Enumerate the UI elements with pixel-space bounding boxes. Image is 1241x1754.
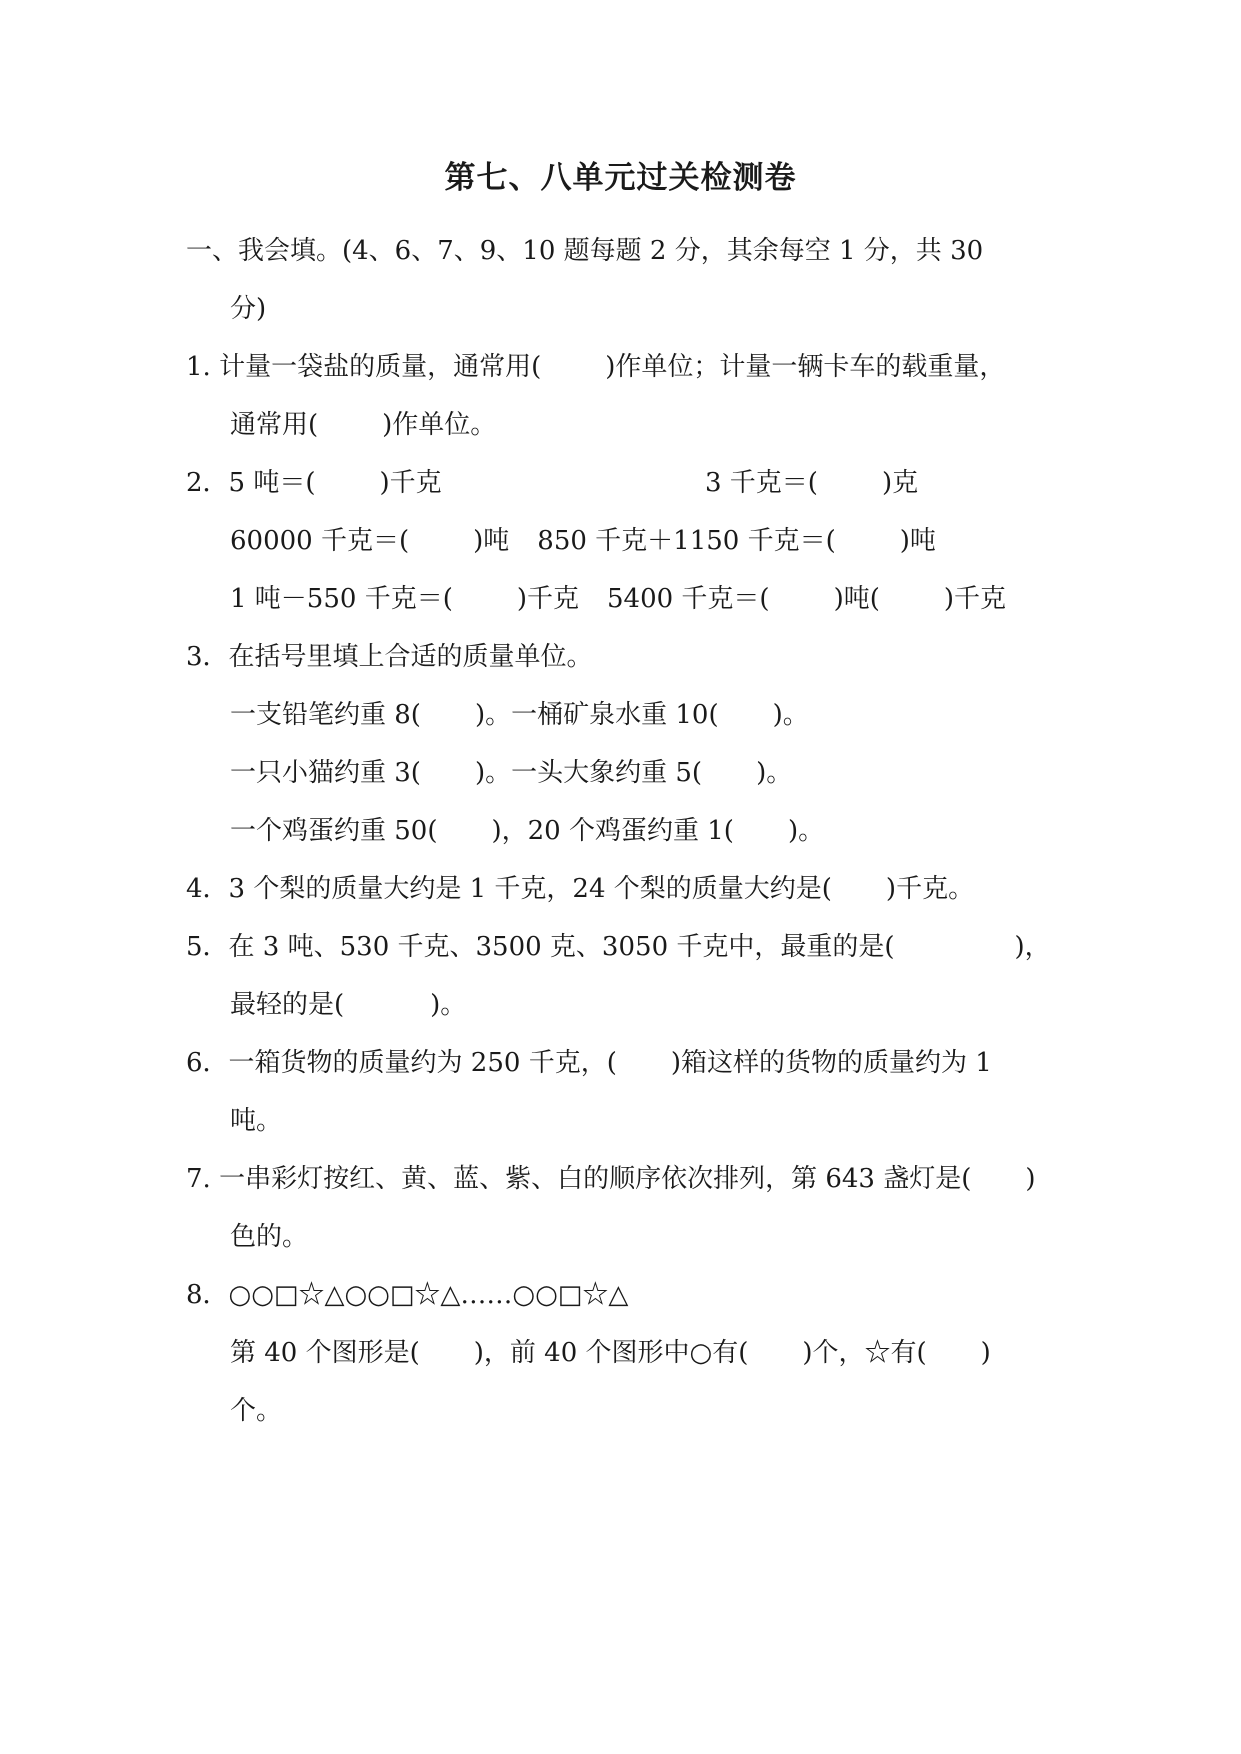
question-8-line-1 [230, 1336, 991, 1370]
section-heading-cont [230, 292, 266, 326]
q1-text-d: )作单位。 [382, 410, 497, 440]
q2-text: )吨 [899, 526, 936, 556]
q6-text-a: 6．一箱货物的质量约为 250 千克，( [186, 1048, 617, 1078]
q2-text: )千克 [516, 584, 579, 614]
question-2-row-1-left [186, 466, 442, 500]
q1-text-a: 1. 计量一袋盐的质量，通常用( [186, 352, 542, 382]
q4-text-b: )千克。 [885, 874, 975, 904]
question-1 [186, 350, 1005, 384]
q3-text: )，20 个鸡蛋约重 1( [491, 816, 734, 846]
q6-text-b: )箱这样的货物的质量约为 1 [670, 1048, 992, 1078]
question-5 [186, 930, 1051, 964]
q4-text-a: 4．3 个梨的质量大约是 1 千克，24 个梨的质量大约是( [186, 874, 832, 904]
question-8-sequence [186, 1278, 628, 1312]
q2-text: )吨( [833, 584, 880, 614]
q3-text: 一个鸡蛋约重 50( [230, 816, 438, 846]
q2-text: 60000 千克＝( [230, 526, 410, 556]
question-5-cont [230, 988, 466, 1022]
question-3-line-1 [230, 698, 809, 732]
section-heading-line1: 一、我会填。(4、6、7、9、10 题每题 2 分，其余每空 1 分，共 30 [186, 236, 984, 266]
q8-text: )个，☆有( [802, 1338, 927, 1368]
question-3-line-3 [230, 814, 824, 848]
q2-text: 1 吨－550 千克＝( [230, 584, 453, 614]
q2-text: )千克 [943, 584, 1007, 614]
question-8-line-2 [230, 1394, 282, 1428]
page-title: 第七、八单元过关检测卷 [444, 160, 797, 196]
q5-text-d: )。 [430, 990, 467, 1020]
q8-text: 第 40 个图形是( [230, 1338, 420, 1368]
q7-text-a: 7. 一串彩灯按红、黄、蓝、紫、白的顺序依次排列，第 643 盏灯是( [186, 1164, 972, 1194]
question-4 [186, 872, 974, 906]
q3-text: )。 [787, 816, 825, 846]
q1-text-c: 通常用( [230, 410, 319, 440]
q5-text-a: 5．在 3 吨、530 千克、3500 克、3050 千克中，最重的是( [186, 932, 895, 962]
section-heading-line2: 分) [230, 294, 267, 324]
q3-text: )。一头大象约重 5( [474, 758, 703, 788]
question-3-head [186, 640, 593, 674]
q3-text: )。一桶矿泉水重 10( [474, 700, 719, 730]
section-heading [186, 234, 983, 268]
q3-text: 一支铅笔约重 8( [230, 700, 421, 730]
question-6-cont [230, 1104, 282, 1138]
question-1-cont [230, 408, 496, 442]
question-7 [186, 1162, 1036, 1196]
q8-text: 个。 [230, 1396, 283, 1426]
q3-text: )。 [756, 758, 793, 788]
q2-text: 850 千克＋1150 千克＝( [537, 526, 836, 556]
q6-text-c: 吨。 [230, 1106, 283, 1136]
q5-text-b: )， [1014, 932, 1051, 962]
question-6 [186, 1046, 992, 1080]
question-2-row-3 [230, 582, 1006, 616]
question-2-row-2 [230, 524, 936, 558]
q2-text: )吨 [473, 526, 510, 556]
q2-text: 2．5 吨＝( [186, 468, 316, 498]
q3-text: )。 [772, 700, 809, 730]
q8-sequence: 8．○○□☆△○○□☆△……○○□☆△ [186, 1280, 629, 1310]
q3-head: 3．在括号里填上合适的质量单位。 [186, 642, 593, 672]
q1-text-b: )作单位；计量一辆卡车的载重量， [605, 352, 1006, 382]
q7-text-b: ) [1025, 1164, 1036, 1194]
q2-text: )千克 [379, 468, 442, 498]
question-2-row-1-right [705, 466, 918, 500]
question-7-cont [230, 1220, 308, 1254]
q2-text: 5400 千克＝( [607, 584, 770, 614]
q8-text: ) [980, 1338, 991, 1368]
q2-text: )克 [881, 468, 919, 498]
q7-text-c: 色的。 [230, 1222, 309, 1252]
q8-text: )，前 40 个图形中○有( [473, 1338, 749, 1368]
q5-text-c: 最轻的是( [230, 990, 345, 1020]
question-3-line-2 [230, 756, 792, 790]
q3-text: 一只小猫约重 3( [230, 758, 421, 788]
q2-text: 3 千克＝( [705, 468, 818, 498]
